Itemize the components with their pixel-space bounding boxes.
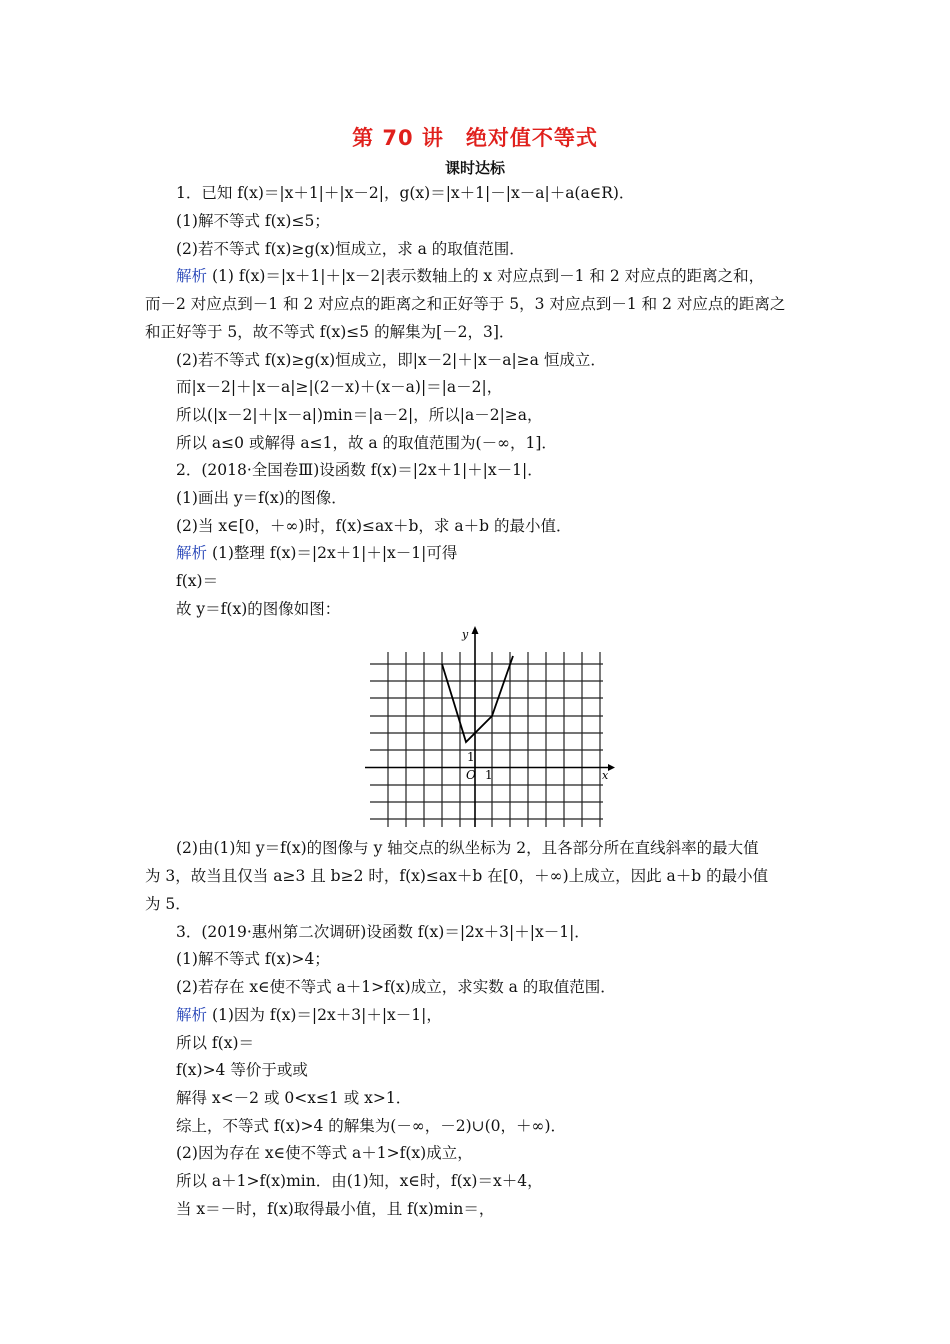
function-curve [442, 656, 513, 742]
page-title: 第 70 讲 绝对值不等式 [352, 126, 598, 150]
solution-3-line-8: 当 x＝－时，f(x)取得最小值，且 f(x)min＝， [176, 1200, 495, 1218]
solution-2-line-6: 为 5． [145, 895, 191, 913]
y-axis-label: y [462, 628, 469, 641]
solution-1-line-6: 所以(|x－2|＋|x－a|)min＝|a－2|，所以|a－2|≥a， [176, 406, 543, 424]
problem-1-statement: 1．已知 f(x)＝|x＋1|＋|x－2|，g(x)＝|x＋1|－|x－a|＋a(a∈R)． [176, 184, 635, 202]
problem-2-part-2: (2)当 x∈[0，＋∞)时，f(x)≤ax＋b，求 a＋b 的最小值． [176, 517, 572, 535]
problem-2-part-1: (1)画出 y＝f(x)的图像． [176, 489, 347, 507]
solution-3-line-6: (2)因为存在 x∈使不等式 a＋1>f(x)成立， [176, 1144, 473, 1162]
solution-3-line-5: 综上，不等式 f(x)>4 的解集为(－∞，－2)∪(0，＋∞)． [176, 1117, 566, 1135]
solution-2-line-4: (2)由(1)知 y＝f(x)的图像与 y 轴交点的纵坐标为 2，且各部分所在直线斜率的最大值 [176, 839, 759, 857]
solution-1-line-3: 和正好等于 5，故不等式 f(x)≤5 的解集为[－2，3]． [145, 323, 515, 341]
problem-1-part-1: (1)解不等式 f(x)≤5； [176, 212, 330, 230]
origin-label: O [466, 768, 476, 782]
page-subtitle: 课时达标 [444, 159, 505, 177]
solution-3-line-4: 解得 x<－2 或 0<x≤1 或 x>1． [176, 1089, 412, 1107]
y-axis-arrow [472, 626, 479, 634]
x-axis-arrow [608, 764, 615, 771]
solution-1-line-5: 而|x－2|＋|x－a|≥|(2－x)＋(x－a)|＝|a－2|， [176, 378, 503, 396]
solution-1-line-7: 所以 a≤0 或解得 a≤1，故 a 的取值范围为(－∞，1]． [176, 434, 557, 452]
x-axis-label: x [602, 769, 609, 782]
solution-1-line-2: 而－2 对应点到－1 和 2 对应点的距离之和正好等于 5，3 对应点到－1 和 2 对应点的距离之 [145, 295, 786, 313]
solution-2-line-2: f(x)＝ [176, 572, 219, 590]
solution-2-line-5: 为 3，故当且仅当 a≥3 且 b≥2 时，f(x)≤ax＋b 在[0，＋∞)上成立，因此 a＋b 的最小值 [145, 867, 769, 885]
problem-1-part-2: (2)若不等式 f(x)≥g(x)恒成立，求 a 的取值范围． [176, 240, 525, 258]
solution-3-line-3: f(x)>4 等价于或或 [176, 1061, 308, 1079]
problem-2-statement: 2．(2018·全国卷Ⅲ)设函数 f(x)＝|2x＋1|＋|x－1|． [176, 461, 543, 479]
problem-3-statement: 3．(2019·惠州第二次调研)设函数 f(x)＝|2x＋3|＋|x－1|． [176, 923, 590, 941]
x-tick-label: 1 [485, 768, 493, 782]
graph-grid [370, 652, 603, 827]
solution-1-line-4: (2)若不等式 f(x)≥g(x)恒成立，即|x－2|＋|x－a|≥a 恒成立． [176, 351, 606, 369]
solution-keyword: 解析 [176, 267, 208, 285]
solution-1-line-1: 解析 (1) f(x)＝|x＋1|＋|x－2|表示数轴上的 x 对应点到－1 和 2 对应点的距离之和， [176, 267, 765, 285]
solution-keyword: 解析 [176, 544, 208, 562]
solution-keyword: 解析 [176, 1006, 208, 1024]
solution-2-line-3: 故 y＝f(x)的图像如图： [176, 600, 341, 618]
solution-3-line-1: 解析 (1)因为 f(x)＝|2x＋3|＋|x－1|， [176, 1006, 442, 1024]
problem-3-part-2: (2)若存在 x∈使不等式 a＋1>f(x)成立，求实数 a 的取值范围． [176, 978, 616, 996]
solution-3-line-2: 所以 f(x)＝ [176, 1034, 254, 1052]
function-graph [365, 622, 615, 827]
problem-3-part-1: (1)解不等式 f(x)>4； [176, 950, 330, 968]
y-tick-label: 1 [467, 750, 475, 764]
solution-3-line-7: 所以 a＋1>f(x)min．由(1)知，x∈时，f(x)＝x＋4， [176, 1172, 543, 1190]
solution-2-line-1: 解析 (1)整理 f(x)＝|2x＋1|＋|x－1|可得 [176, 544, 458, 562]
